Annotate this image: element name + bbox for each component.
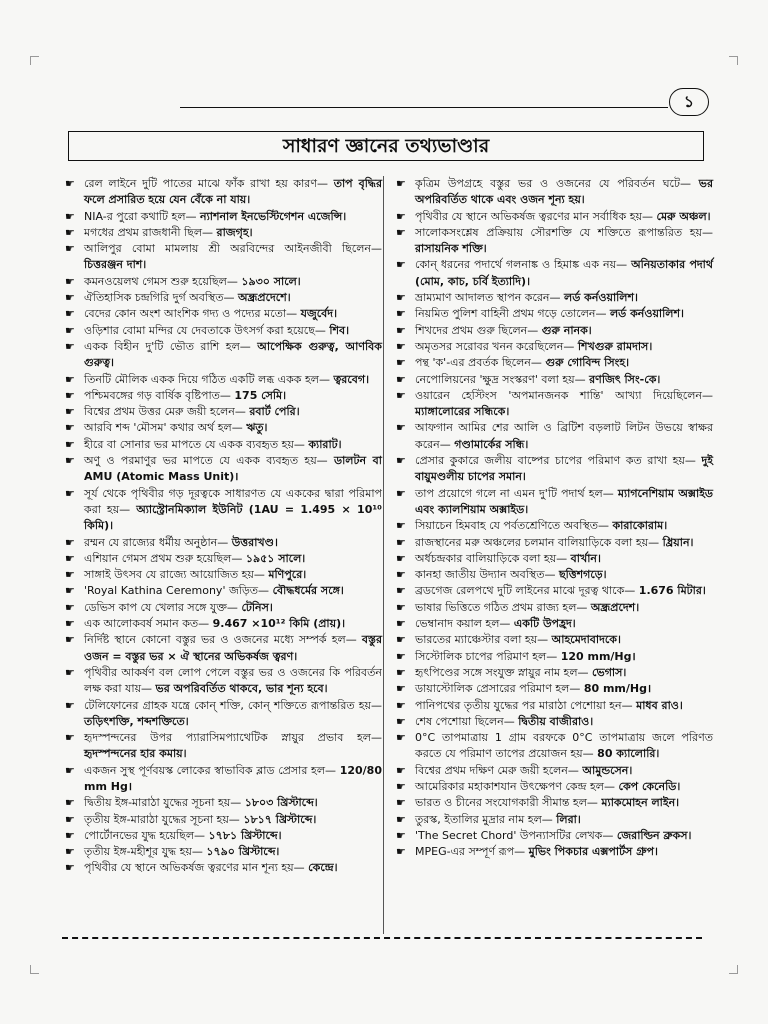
list-item	[393, 209, 713, 225]
list-item	[393, 828, 713, 844]
list-item	[62, 616, 382, 632]
list-item	[393, 616, 713, 632]
list-item	[393, 795, 713, 811]
list-item	[393, 453, 713, 486]
question-text: পানিপথের তৃতীয় যুদ্ধের পর মারাঠা পেশোয়া হন—	[415, 698, 633, 712]
list-item	[393, 339, 713, 355]
question-text: তৃতীয় ইঙ্গ-মারাঠা যুদ্ধের সূচনা হয়—	[84, 812, 240, 826]
list-item	[62, 372, 382, 388]
answer-text: যজুর্বেদ।	[300, 307, 338, 321]
question-text: ঐতিহাসিক চন্দ্রগিরি দুর্গ অবস্থিত—	[84, 291, 235, 305]
pointing-hand-icon: ☛	[65, 584, 75, 598]
pointing-hand-icon: ☛	[396, 600, 406, 614]
list-item	[393, 730, 713, 763]
list-item	[393, 486, 713, 519]
pointing-hand-icon: ☛	[65, 177, 75, 190]
question-text: NIA-র পুরো কথাটি হল—	[84, 209, 197, 223]
answer-text: চিত্তরঞ্জন দাশ।	[84, 258, 147, 272]
answer-text: একটি উপহ্রদ।	[513, 617, 576, 631]
answer-text: 175 সেমি।	[234, 388, 287, 402]
list-item	[393, 420, 713, 453]
question-text: সূর্য থেকে পৃথিবীর গড় দূরত্বকে সাধারণত যে এককের দ্বারা পরিমাপ করা হয়—	[84, 486, 382, 516]
question-text: শেষ পেশোয়া ছিলেন—	[415, 714, 515, 728]
question-text: পৃথিবীর যে স্থানে অভিকর্ষজ ত্বরণের মান শূন্য হয়—	[84, 861, 305, 875]
list-item	[393, 551, 713, 567]
answer-text: মেরু অঞ্চল।	[656, 209, 711, 223]
answer-text: দ্বিতীয় বাজীরাও।	[518, 714, 594, 728]
answer-text: শিব।	[329, 323, 350, 337]
answer-text: অন্ধ্রপ্রদেশ।	[590, 600, 640, 614]
answer-text: ভর অপরিবর্তিত থাকবে, ভার শূন্য হবে।	[155, 682, 328, 696]
answer-text: আপেক্ষিক গুরুত্ব, আণবিক গুরুত্ব।	[84, 339, 383, 370]
question-text: আমেরিকার মহাকাশযান উৎক্ষেপণ কেন্দ্র হল—	[415, 779, 615, 793]
question-text: একজন সুস্থ পূর্ণবয়স্ক লোকের স্বাভাবিক ব্লাড প্রেসার হল—	[84, 763, 337, 777]
pointing-hand-icon: ☛	[65, 323, 75, 337]
pointing-hand-icon: ☛	[396, 486, 406, 500]
answer-text: বস্তুর ওজন = বস্তুর ভর × ঐ স্থানের অভিকর্ষজ ত্বরণ।	[84, 633, 382, 663]
list-item	[62, 209, 382, 225]
question-text: কোন্ ধরনের পদার্থে গলনাঙ্ক ও হিমাঙ্ক এক নয়—	[415, 258, 628, 272]
answer-text: রবার্ট পেরি।	[249, 405, 300, 419]
question-text: হৃদস্পন্দনের উপর প্যারাসিমপ্যাথেটিক স্নায়ুর প্রভাব হল—	[84, 731, 382, 745]
question-text: একক বিহীন দু'টি ভৌত রাশি হল—	[84, 339, 251, 353]
pointing-hand-icon: ☛	[396, 339, 406, 353]
question-text: নেপোলিয়নের 'ক্ষুদ্র সংস্করণ' বলা হয়—	[415, 372, 586, 386]
pointing-hand-icon: ☛	[65, 421, 75, 435]
left-column	[62, 176, 382, 877]
question-text: কৃত্রিম উপগ্রহে বস্তুর ভর ও ওজনের যে পরিবর্তন ঘটে—	[415, 177, 691, 190]
answer-text: লর্ড কর্নওয়ালিশ।	[564, 291, 638, 305]
question-text: 'Royal Kathina Ceremony' জড়িত—	[84, 584, 270, 598]
answer-text: আহমেদাবাদকে।	[551, 633, 621, 647]
list-item	[62, 388, 382, 404]
answer-text: অনিয়তাকার পদার্থ (মোম, কাচ, চর্বি ইত্যাদি)।	[415, 258, 713, 288]
list-item	[393, 323, 713, 339]
question-text: বিশ্বের প্রথম দক্ষিণ মেরু জয়ী হলেন—	[415, 763, 579, 777]
question-text: আলিপুর বোমা মামলায় শ্রী অরবিন্দের আইনজীবী ছিলেন—	[84, 242, 382, 256]
question-text: টেলিফোনের গ্রাহক যন্ত্রে কোন্ শক্তি, কোন্ শক্তিতে রূপান্তরিত হয়—	[84, 698, 382, 712]
question-text: এশিয়ান গেমস প্রথম শুরু হয়েছিল—	[84, 551, 243, 565]
answer-text: লিরা।	[556, 812, 581, 826]
question-text: ব্রডগেজ রেলপথে দুটি লাইনের মাঝে দূরত্ব থাকে—	[415, 584, 636, 598]
pointing-hand-icon: ☛	[396, 828, 406, 842]
answer-text: শিখগুরু রামদাস।	[577, 339, 653, 353]
answer-text: হৃদস্পন্দনের হার কমায়।	[84, 747, 187, 761]
answer-text: 120 mm/Hg।	[560, 649, 636, 663]
question-text: রেল লাইনে দুটি পাতের মাঝে ফাঁক রাখা হয় কারণ—	[84, 177, 328, 190]
question-text: সিয়াচেন হিমবাহ যে পর্বতশ্রেণিতে অবস্থিত—	[415, 519, 609, 533]
list-item	[62, 290, 382, 306]
list-item	[393, 176, 713, 209]
pointing-hand-icon: ☛	[396, 535, 406, 549]
list-item	[393, 779, 713, 795]
question-text: অর্ধচন্দ্রকার বালিয়াড়িকে বলা হয়—	[415, 551, 568, 565]
answer-text: ১৭৮১ খ্রিস্টাব্দে।	[208, 828, 282, 842]
pointing-hand-icon: ☛	[396, 845, 406, 859]
answer-text: গণ্ডামার্কের সন্ধি।	[454, 437, 529, 451]
pointing-hand-icon: ☛	[396, 454, 406, 468]
question-text: ভ্রাম্যমাণ আদালত স্থাপন করেন—	[415, 291, 561, 305]
list-item	[62, 306, 382, 322]
crop-mark-top-left	[30, 56, 39, 65]
question-text: নিয়মিত পুলিশ বাহিনী প্রথম গড়ে তোলেন—	[415, 307, 607, 321]
pointing-hand-icon: ☛	[65, 665, 75, 679]
answer-text: গুরু নানক।	[541, 323, 592, 337]
question-text: ভারত ও চীনের সংযোগকারী সীমান্ত হল—	[415, 796, 598, 810]
question-text: প্রেসার কুকারে জলীয় বাষ্পের চাপের পরিমাণ কত রাখা হয়—	[415, 454, 696, 468]
list-item	[393, 388, 713, 421]
question-text: আরবি শব্দ 'মৌসম' কথার অর্থ হল—	[84, 421, 243, 435]
list-item	[62, 812, 382, 828]
crop-mark-bottom-left	[30, 965, 39, 974]
pointing-hand-icon: ☛	[65, 339, 75, 353]
list-item	[62, 828, 382, 844]
pointing-hand-icon: ☛	[65, 242, 75, 256]
answer-text: 9.467 ×10¹² কিমি (প্রায়)।	[212, 617, 346, 631]
list-item	[393, 372, 713, 388]
question-text: পৃথিবীর আকর্ষণ বল লোপ পেলে বস্তুর ভর ও ওজনের কি পরিবর্তন লক্ষ করা যায়—	[84, 665, 382, 696]
question-text: ডেভিস কাপ যে খেলার সঙ্গে যুক্ত—	[84, 600, 238, 614]
list-item	[393, 306, 713, 322]
answer-text: বার্খান।	[570, 551, 601, 565]
answer-text: রণজিৎ সিং-কে।	[589, 372, 661, 386]
pointing-hand-icon: ☛	[396, 421, 406, 435]
question-text: হৃৎপিণ্ডের সঙ্গে সংযুক্ত স্নায়ুর নাম হল—	[415, 665, 589, 679]
answer-text: ১৯৫১ সালে।	[245, 551, 306, 565]
list-item	[62, 860, 382, 876]
list-item	[62, 730, 382, 763]
pointing-hand-icon: ☛	[65, 600, 75, 614]
answer-text: লর্ড কর্নওয়ালিশ।	[609, 307, 684, 321]
answer-text: ১৭৯০ খ্রিস্টাব্দে।	[206, 845, 280, 859]
pointing-hand-icon: ☛	[65, 535, 75, 549]
answer-text: কেপ কেনেডি।	[618, 779, 681, 793]
question-text: এক আলোকবর্ষ সমান কত—	[84, 617, 210, 631]
answer-text: ঋতু।	[246, 421, 268, 435]
pointing-hand-icon: ☛	[396, 356, 406, 370]
pointing-hand-icon: ☛	[396, 258, 406, 272]
pointing-hand-icon: ☛	[396, 731, 406, 745]
question-text: কানহা জাতীয় উদ্যান অবস্থিত—	[415, 568, 556, 582]
answer-text: ডালটন বা AMU (Atomic Mass Unit)।	[84, 454, 382, 484]
pointing-hand-icon: ☛	[65, 568, 75, 582]
answer-text: ম্যাঙ্গালোরের সন্ধিকে।	[415, 405, 510, 419]
answer-text: ক্যারাট।	[308, 437, 342, 451]
answer-text: দুই বায়ুমণ্ডলীয় চাপের সমান।	[415, 454, 713, 484]
list-item	[62, 176, 382, 209]
question-text: মগধের প্রথম রাজধানী ছিল—	[84, 225, 214, 239]
list-item	[393, 355, 713, 371]
footer-dashed-rule	[62, 937, 702, 939]
answer-text: উত্তরাখণ্ড।	[231, 535, 278, 549]
question-text: ভেম্বানাদ কয়াল হল—	[415, 617, 511, 631]
answer-text: ভর অপরিবর্তিত থাকে এবং ওজন শূন্য হয়।	[415, 177, 714, 207]
list-item	[393, 290, 713, 306]
answer-text: ১৮১৭ খ্রিস্টাব্দে।	[243, 812, 317, 826]
column-divider	[383, 176, 384, 934]
pointing-hand-icon: ☛	[396, 388, 406, 402]
list-item	[393, 698, 713, 714]
answer-text: ত্বরবেগ।	[333, 372, 370, 386]
answer-text: আমুন্ডসেন।	[582, 763, 633, 777]
list-item	[393, 583, 713, 599]
answer-text: 80 ক্যালোরি।	[597, 747, 660, 761]
answer-text: মাধব রাও।	[636, 698, 683, 712]
pointing-hand-icon: ☛	[65, 291, 75, 305]
list-item	[393, 665, 713, 681]
question-text: MPEG-এর সম্পূর্ণ রূপ—	[415, 845, 526, 859]
answer-text: বৌদ্ধধর্মের সঙ্গে।	[272, 584, 344, 598]
answer-text: ১৮০৩ খ্রিস্টাব্দে।	[244, 796, 318, 810]
list-item	[62, 844, 382, 860]
answer-text: রাজগৃহ।	[216, 225, 253, 239]
list-item	[62, 453, 382, 486]
list-item	[62, 600, 382, 616]
list-item	[393, 600, 713, 616]
question-text: 0°C তাপমাত্রায় 1 গ্রাম বরফকে 0°C তাপমাত্রায় জলে পরিণত করতে যে পরিমাণ তাপের প্রয়োজন হয়—	[415, 731, 713, 761]
question-text: বিশ্বের প্রথম উত্তর মেরু জয়ী হলেন—	[84, 405, 246, 419]
pointing-hand-icon: ☛	[65, 405, 75, 419]
pointing-hand-icon: ☛	[65, 763, 75, 777]
pointing-hand-icon: ☛	[65, 812, 75, 826]
list-item	[393, 681, 713, 697]
pointing-hand-icon: ☛	[396, 698, 406, 712]
answer-text: গুরু গোবিন্দ সিংহ।	[545, 356, 630, 370]
question-text: ওয়ারেন হেস্টিংস 'অপমানজনক শান্তি' আখ্যা দিয়েছিলেন—	[415, 388, 713, 402]
answer-text: ১৯৩০ সালে।	[241, 274, 301, 288]
pointing-hand-icon: ☛	[65, 225, 75, 239]
list-item	[62, 339, 382, 372]
answer-text: কেন্দ্রে।	[308, 861, 338, 875]
answer-text: তড়িৎশক্তি, শব্দশক্তিতে।	[84, 714, 189, 728]
question-text: বেদের কোন অংশ আংশিক গদ্য ও পদ্যের মতো—	[84, 307, 298, 321]
question-text: সালোকসংশ্লেষ প্রক্রিয়ায় সৌরশক্তি যে শক্তিতে রূপান্তরিত হয়—	[415, 225, 713, 239]
page-title: সাধারণ জ্ঞানের তথ্যভাণ্ডার	[68, 131, 704, 161]
answer-text: ম্যাগনেশিয়াম অক্সাইড এবং ক্যালশিয়াম অক্সাইড।	[415, 486, 714, 516]
pointing-hand-icon: ☛	[396, 209, 406, 223]
list-item	[393, 812, 713, 828]
list-item	[393, 225, 713, 258]
pointing-hand-icon: ☛	[396, 617, 406, 631]
pointing-hand-icon: ☛	[396, 633, 406, 647]
pointing-hand-icon: ☛	[65, 454, 75, 468]
question-text: তিনটি মৌলিক একক দিয়ে গঠিত একটি লব্ধ একক হল—	[84, 372, 330, 386]
question-text: তুরস্ক, ইতালির মুদ্রার নাম হল—	[415, 812, 553, 826]
question-text: হীরে বা সোনার ভর মাপতে যে একক ব্যবহৃত হয়—	[84, 437, 305, 451]
question-text: রাজস্থানের মরু অঞ্চলের চলমান বালিয়াড়িকে বলা হয়—	[415, 535, 660, 549]
pointing-hand-icon: ☛	[65, 633, 75, 647]
question-text: সিস্টোলিক চাপের পরিমাণ হল—	[415, 649, 558, 663]
question-text: দ্বিতীয় ইঙ্গ-মারাঠা যুদ্ধের সূচনা হয়—	[84, 796, 242, 810]
answer-text: তাপ বৃদ্ধির ফলে প্রসারিত হয়ে যেন বেঁকে না যায়।	[84, 177, 382, 207]
pointing-hand-icon: ☛	[396, 323, 406, 337]
question-text: ওড়িশার বোমা মন্দির যে দেবতাকে উৎসর্গ করা হয়েছে—	[84, 323, 326, 337]
list-item	[62, 535, 382, 551]
question-text: পৃথিবীর যে স্থানে অভিকর্ষজ ত্বরণের মান সর্বাধিক হয়—	[415, 209, 653, 223]
answer-text: ম্যাকমোহন লাইন।	[601, 796, 680, 810]
pointing-hand-icon: ☛	[396, 551, 406, 565]
list-item	[62, 665, 382, 698]
answer-text: 1.676 মিটার।	[638, 584, 706, 598]
pointing-hand-icon: ☛	[396, 584, 406, 598]
pointing-hand-icon: ☛	[396, 649, 406, 663]
list-item	[62, 486, 382, 535]
answer-text: ছত্তিশগড়ে।	[558, 568, 607, 582]
pointing-hand-icon: ☛	[65, 845, 75, 859]
question-text: আফগান আমির শের আলি ও ব্রিটিশ বড়লাট লিটন উভয়ে স্বাক্ষর করেন—	[415, 421, 713, 451]
list-item	[393, 844, 713, 860]
pointing-hand-icon: ☛	[396, 812, 406, 826]
question-text: সাঙ্গাই উৎসব যে রাজ্যে আয়োজিত হয়—	[84, 568, 265, 582]
pointing-hand-icon: ☛	[396, 519, 406, 533]
pointing-hand-icon: ☛	[65, 731, 75, 745]
list-item	[62, 420, 382, 436]
pointing-hand-icon: ☛	[396, 291, 406, 305]
pointing-hand-icon: ☛	[396, 779, 406, 793]
question-text: রম্মন যে রাজ্যের ধর্মীয় অনুষ্ঠান—	[84, 535, 229, 549]
list-item	[62, 632, 382, 665]
pointing-hand-icon: ☛	[65, 372, 75, 386]
question-text: ডায়াস্টোলিক প্রেসারের পরিমাণ হল—	[415, 682, 581, 696]
list-item	[393, 763, 713, 779]
answer-text: 120/80 mm Hg।	[84, 763, 382, 793]
answer-text: মণিপুরে।	[268, 568, 307, 582]
page-number: ১	[669, 88, 709, 116]
crop-mark-bottom-right	[729, 965, 738, 974]
question-text: ভাষার ভিত্তিতে গঠিত প্রথম রাজ্য হল—	[415, 600, 588, 614]
pointing-hand-icon: ☛	[396, 177, 406, 190]
pointing-hand-icon: ☛	[65, 796, 75, 810]
list-item	[393, 257, 713, 290]
answer-text: ভেগাস।	[592, 665, 627, 679]
list-item	[393, 649, 713, 665]
question-text: পোর্টোনভের যুদ্ধ হয়েছিল—	[84, 828, 206, 842]
answer-text: 80 mm/Hg।	[583, 682, 652, 696]
pointing-hand-icon: ☛	[396, 568, 406, 582]
list-item	[393, 632, 713, 648]
pointing-hand-icon: ☛	[65, 828, 75, 842]
answer-text: রাসায়নিক শক্তি।	[415, 242, 487, 256]
question-text: তৃতীয় ইঙ্গ-মহীশূর যুদ্ধ হয়—	[84, 845, 203, 859]
pointing-hand-icon: ☛	[396, 307, 406, 321]
list-item	[62, 404, 382, 420]
right-column	[393, 176, 713, 860]
pointing-hand-icon: ☛	[65, 861, 75, 875]
list-item	[62, 241, 382, 274]
pointing-hand-icon: ☛	[65, 274, 75, 288]
question-text: নির্দিষ্ট স্থানে কোনো বস্তুর ভর ও ওজনের মধ্যে সম্পর্ক হল—	[84, 633, 357, 647]
pointing-hand-icon: ☛	[65, 209, 75, 223]
list-item	[62, 274, 382, 290]
pointing-hand-icon: ☛	[65, 486, 75, 500]
answer-text: জেরাল্ডিন ব্রুকস।	[616, 828, 692, 842]
pointing-hand-icon: ☛	[65, 437, 75, 451]
pointing-hand-icon: ☛	[396, 763, 406, 777]
pointing-hand-icon: ☛	[396, 714, 406, 728]
list-item	[62, 323, 382, 339]
pointing-hand-icon: ☛	[65, 698, 75, 712]
answer-text: ন্যাশনাল ইনভেস্টিগেশন এজেন্সি।	[200, 209, 347, 223]
pointing-hand-icon: ☛	[396, 225, 406, 239]
pointing-hand-icon: ☛	[396, 372, 406, 386]
list-item	[62, 225, 382, 241]
answer-text: মুভিং পিকচার এক্সপার্টস গ্রুপ।	[528, 845, 658, 859]
question-text: তাপ প্রয়োগে গলে না এমন দু'টি পদার্থ হল—	[415, 486, 614, 500]
answer-text: অন্ধ্রপ্রদেশে।	[238, 291, 291, 305]
list-item	[62, 795, 382, 811]
list-item	[62, 567, 382, 583]
header-rule	[180, 107, 668, 108]
question-text: ভারতের ম্যাঞ্চেস্টার বলা হয়—	[415, 633, 549, 647]
question-text: অণু ও পরমাণুর ভর মাপতে যে একক ব্যবহৃত হয়—	[84, 454, 328, 468]
question-text: শিখদের প্রথম গুরু ছিলেন—	[415, 323, 539, 337]
pointing-hand-icon: ☛	[65, 307, 75, 321]
answer-text: অ্যাস্ট্রোনমিক্যাল ইউনিট (1AU = 1.495 × 10¹⁰ কিমি)।	[84, 502, 382, 533]
answer-text: টেনিস।	[241, 600, 273, 614]
list-item	[62, 763, 382, 796]
question-text: অমৃতসর সরোবর খনন করেছিলেন—	[415, 339, 575, 353]
answer-text: ধ্রিয়ান।	[662, 535, 694, 549]
question-text: 'The Secret Chord' উপন্যাসটির লেখক—	[415, 828, 614, 842]
answer-text: কারাকোরাম।	[612, 519, 668, 533]
pointing-hand-icon: ☛	[396, 796, 406, 810]
question-text: পন্থ 'ক'-এর প্রবর্তক ছিলেন—	[415, 356, 542, 370]
list-item	[393, 535, 713, 551]
list-item	[62, 437, 382, 453]
list-item	[393, 567, 713, 583]
pointing-hand-icon: ☛	[65, 551, 75, 565]
list-item	[62, 583, 382, 599]
list-item	[62, 551, 382, 567]
pointing-hand-icon: ☛	[65, 617, 75, 631]
question-text: পশ্চিমবঙ্গের গড় বার্ষিক বৃষ্টিপাত—	[84, 388, 231, 402]
pointing-hand-icon: ☛	[396, 682, 406, 696]
crop-mark-top-right	[729, 56, 738, 65]
list-item	[393, 714, 713, 730]
list-item	[62, 698, 382, 731]
pointing-hand-icon: ☛	[65, 388, 75, 402]
list-item	[393, 518, 713, 534]
question-text: কমনওয়েলথ গেমস শুরু হয়েছিল—	[84, 274, 238, 288]
pointing-hand-icon: ☛	[396, 665, 406, 679]
